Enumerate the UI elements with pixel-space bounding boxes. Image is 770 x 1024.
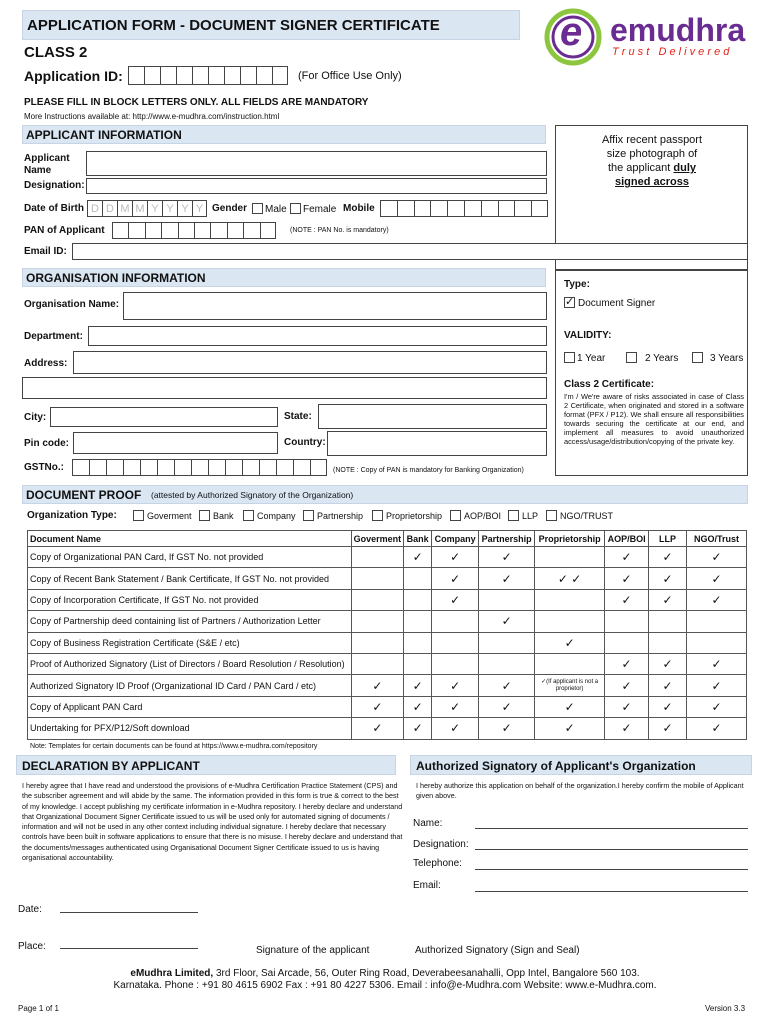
title-band <box>22 10 520 40</box>
col-document-name: Document Name <box>28 531 352 547</box>
page-number: Page 1 of 1 <box>18 1004 59 1013</box>
male-label: Male <box>265 204 287 215</box>
auth-designation-line[interactable] <box>475 849 748 850</box>
check-cell: ✓ <box>479 611 535 632</box>
check-cell <box>432 611 479 632</box>
auth-name-line[interactable] <box>475 828 748 829</box>
check-cell: ✓ <box>605 653 649 674</box>
validity-label: VALIDITY: <box>564 330 612 341</box>
check-cell: ✓ ✓ <box>535 568 605 589</box>
check-cell: ✓ <box>535 718 605 739</box>
proof-subheading: (attested by Authorized Signatory of the Organization) <box>151 490 354 500</box>
instructions-main: PLEASE FILL IN BLOCK LETTERS ONLY. ALL FIELDS ARE MANDATORY <box>24 97 369 108</box>
document-signer-label: Document Signer <box>578 298 656 309</box>
check-cell <box>351 632 404 653</box>
type-partnership-checkbox[interactable] <box>303 510 314 521</box>
class-label: CLASS 2 <box>24 44 88 61</box>
city-input[interactable] <box>50 407 278 427</box>
col-proprietorship: Proprietorship <box>535 531 605 547</box>
check-cell <box>605 611 649 632</box>
photo-duly: duly <box>673 162 697 174</box>
dob-cells[interactable]: D D M M Y Y Y Y <box>87 200 207 217</box>
check-cell: ✓ <box>686 718 746 739</box>
email-input[interactable] <box>72 243 748 260</box>
footer-contact: Karnataka. Phone : +91 80 4615 6902 Fax : +91 80 4227 5306. Email : info@e-Mudhra.com Website: www.e-Mudhra.com. <box>113 980 657 991</box>
type-proprietorship-label: Proprietorship <box>386 511 443 521</box>
mobile-cells[interactable] <box>380 200 548 217</box>
check-cell: ✓ <box>432 568 479 589</box>
name-label-line2: Name <box>24 165 52 176</box>
declaration-band <box>16 755 396 775</box>
photo-line2: size photograph of <box>606 148 698 160</box>
check-cell: ✓ <box>649 589 687 610</box>
validity-2yr-checkbox[interactable] <box>626 352 637 363</box>
class2-label: Class 2 Certificate: <box>564 379 655 390</box>
check-cell: ✓ <box>649 547 687 568</box>
type-company-label: Company <box>257 511 296 521</box>
table-row <box>28 632 747 653</box>
check-cell: ✓ <box>404 547 432 568</box>
check-cell: ✓ <box>605 675 649 696</box>
photo-line1: Affix recent passport <box>601 134 703 146</box>
check-cell: ✓ <box>686 568 746 589</box>
check-cell: ✓ <box>479 675 535 696</box>
authorized-text: I hereby authorize this application on behalf of the organization.I hereby confirm the mobile of Applicant given above. <box>416 781 744 801</box>
check-cell <box>404 632 432 653</box>
country-label: Country: <box>284 437 326 448</box>
col-llp: LLP <box>649 531 687 547</box>
authorized-sign-label: Authorized Signatory (Sign and Seal) <box>415 945 580 956</box>
check-cell: ✓ <box>404 675 432 696</box>
table-row <box>28 653 747 674</box>
form-title: APPLICATION FORM - DOCUMENT SIGNER CERTIFICATE <box>27 17 440 34</box>
check-cell: ✓ <box>649 675 687 696</box>
type-llp-checkbox[interactable] <box>508 510 519 521</box>
version: Version 3.3 <box>705 1004 746 1013</box>
type-goverment-label: Goverment <box>147 511 192 521</box>
type-partnership-label: Partnership <box>317 511 364 521</box>
organisation-heading: ORGANISATION INFORMATION <box>26 271 206 285</box>
check-cell <box>479 589 535 610</box>
check-cell <box>649 611 687 632</box>
photo-signed: signed across <box>615 176 689 188</box>
proof-heading: DOCUMENT PROOF <box>26 488 142 502</box>
type-goverment-checkbox[interactable] <box>133 510 144 521</box>
check-cell: ✓ <box>479 696 535 717</box>
auth-email-line[interactable] <box>475 891 748 892</box>
type-company-checkbox[interactable] <box>243 510 254 521</box>
check-cell: ✓ <box>686 589 746 610</box>
footer-company: eMudhra Limited, <box>130 968 214 979</box>
auth-telephone-line[interactable] <box>475 869 748 870</box>
check-cell: ✓ <box>686 696 746 717</box>
applicant-signature-label: Signature of the applicant <box>256 945 370 956</box>
check-cell: ✓ <box>351 675 404 696</box>
auth-designation-label: Designation: <box>413 839 469 850</box>
check-cell <box>535 611 605 632</box>
female-checkbox[interactable] <box>290 203 301 214</box>
check-cell <box>649 632 687 653</box>
designation-label: Designation: <box>24 180 85 191</box>
table-row <box>28 547 747 568</box>
col-goverment: Goverment <box>351 531 404 547</box>
check-cell: ✓ <box>432 589 479 610</box>
declaration-heading: DECLARATION BY APPLICANT <box>22 759 200 773</box>
document-proof-table <box>27 530 747 740</box>
check-cell <box>351 611 404 632</box>
document-name-cell: Copy of Partnership deed containing list of Partners / Authorization Letter <box>28 611 352 632</box>
table-header-row <box>28 531 747 547</box>
check-cell: ✓(If applicant is not a proprietor) <box>535 675 605 696</box>
designation-input[interactable] <box>86 178 547 194</box>
check-cell <box>686 632 746 653</box>
place-label: Place: <box>18 941 46 952</box>
type-bank-label: Bank <box>213 511 234 521</box>
date-line[interactable] <box>60 912 198 913</box>
validity-1yr-checkbox[interactable] <box>564 352 575 363</box>
country-input[interactable] <box>327 431 547 456</box>
name-label-line1: Applicant <box>24 153 70 164</box>
app-id-cells[interactable] <box>128 66 288 85</box>
document-name-cell: Copy of Organizational PAN Card, If GST No. not provided <box>28 547 352 568</box>
document-name-cell: Copy of Business Registration Certificate (S&E / etc) <box>28 632 352 653</box>
photo-instructions <box>572 133 732 189</box>
applicant-band <box>22 125 546 144</box>
app-id-colon: : <box>118 68 123 84</box>
check-cell: ✓ <box>686 653 746 674</box>
type-aopboi-checkbox[interactable] <box>450 510 461 521</box>
app-id-label <box>24 68 123 84</box>
validity-3yr-checkbox[interactable] <box>692 352 703 363</box>
check-cell: ✓ <box>649 696 687 717</box>
check-cell <box>605 632 649 653</box>
check-cell: ✓ <box>686 675 746 696</box>
type-bank-checkbox[interactable] <box>199 510 210 521</box>
pan-label: PAN of Applicant <box>24 225 105 236</box>
check-cell: ✓ <box>351 718 404 739</box>
check-cell <box>404 568 432 589</box>
org-name-label: Organisation Name: <box>24 299 120 310</box>
check-cell: ✓ <box>479 547 535 568</box>
table-row <box>28 675 747 696</box>
table-row <box>28 589 747 610</box>
org-type-label: Organization Type: <box>27 510 117 521</box>
applicant-heading: APPLICANT INFORMATION <box>26 128 182 142</box>
document-signer-checkbox[interactable]: ✓ <box>565 296 575 308</box>
type-aopboi-label: AOP/BOI <box>464 511 502 521</box>
instructions-link[interactable]: More Instructions available at: http://www.e-mudhra.com/instruction.html <box>24 112 280 121</box>
declaration-text: I hereby agree that I have read and understood the provisions of e-Mudhra Certification Practice Statement (CPS) and the subscriber agreement and will abide by the same. The information provided in this form is true & correct to the best of my knowledge. I accept publishing my certificate information in e-Mudhra repository. I hereby declare and understand that Organizational Document Signer Certificate issued to us will be used only for automated signing of documents / information and will not be used in any other context including individual signature. I hereby declare that necessary controls have been built in software applications to ensure that there is no misuse. I hereby declare and understand that the documents/messages authenticated using Organisational Document Signer Certificate issued to us is having organisational accountability. <box>22 781 403 863</box>
address-input-2[interactable] <box>22 377 547 399</box>
col-bank: Bank <box>404 531 432 547</box>
check-cell: ✓ <box>686 547 746 568</box>
pan-cells[interactable] <box>112 222 276 239</box>
check-cell: ✓ <box>535 632 605 653</box>
state-input[interactable] <box>318 404 547 429</box>
check-cell: ✓ <box>605 589 649 610</box>
mobile-label: Mobile <box>343 203 375 214</box>
photo-line3: the applicant <box>607 162 671 174</box>
check-cell <box>432 653 479 674</box>
class2-text: I'm / We're aware of risks associated in case of Class 2 Certificate, when originated and stored in a software format (PFX / P12). We shall ensure all responsibilities towards securing the certificate at our end, and implement all measures to avoid unauthorized access/usage/distribution/copying of the private key. <box>564 392 744 446</box>
check-cell <box>351 589 404 610</box>
type-ngo-checkbox[interactable] <box>546 510 557 521</box>
type-proprietorship-checkbox[interactable] <box>372 510 383 521</box>
check-cell: ✓ <box>649 653 687 674</box>
col-ngo: NGO/Trust <box>686 531 746 547</box>
address-input-1[interactable] <box>73 351 547 374</box>
check-cell <box>351 653 404 674</box>
table-row <box>28 718 747 739</box>
col-aopboi: AOP/BOI <box>605 531 649 547</box>
check-cell <box>479 653 535 674</box>
templates-note: Note: Templates for certain documents can be found at https://www.e-mudhra.com/repository <box>30 743 318 750</box>
check-cell <box>404 653 432 674</box>
check-cell <box>404 611 432 632</box>
org-name-input[interactable] <box>123 292 547 320</box>
auth-email-label: Email: <box>413 880 441 891</box>
logo-text: emudhra <box>610 12 746 48</box>
check-cell <box>535 547 605 568</box>
check-cell <box>535 653 605 674</box>
document-name-cell: Copy of Incorporation Certificate, If GST No. not provided <box>28 589 352 610</box>
male-checkbox[interactable] <box>252 203 263 214</box>
type-label: Type: <box>564 279 590 290</box>
check-cell: ✓ <box>404 696 432 717</box>
validity-3yr-label: 3 Years <box>710 353 744 364</box>
logo-tagline: T r u s t D e l i v e r e d <box>612 46 730 58</box>
female-label: Female <box>303 204 337 215</box>
table-row <box>28 611 747 632</box>
table-row <box>28 568 747 589</box>
pan-note: (NOTE : PAN No. is mandatory) <box>290 227 389 234</box>
col-company: Company <box>432 531 479 547</box>
check-cell: ✓ <box>605 568 649 589</box>
pin-label: Pin code: <box>24 438 70 449</box>
gst-cells[interactable] <box>72 459 327 476</box>
pin-input[interactable] <box>73 432 278 454</box>
document-name-cell: Copy of Applicant PAN Card <box>28 696 352 717</box>
auth-telephone-label: Telephone: <box>413 858 462 869</box>
check-cell: ✓ <box>351 696 404 717</box>
check-cell <box>686 611 746 632</box>
authorized-heading: Authorized Signatory of Applicant's Organization <box>416 759 696 773</box>
check-cell: ✓ <box>535 696 605 717</box>
footer-address <box>0 968 770 979</box>
auth-name-label: Name: <box>413 818 443 829</box>
validity-2yr-label: 2 Years <box>645 353 679 364</box>
proof-band <box>22 485 748 504</box>
check-cell: ✓ <box>479 568 535 589</box>
table-row <box>28 696 747 717</box>
type-ngo-label: NGO/TRUST <box>560 511 613 521</box>
check-cell: ✓ <box>649 568 687 589</box>
email-label: Email ID: <box>24 246 67 257</box>
office-use-note: (For Office Use Only) <box>298 70 402 82</box>
document-name-cell: Copy of Recent Bank Statement / Bank Certificate, If GST No. not provided <box>28 568 352 589</box>
department-input[interactable] <box>88 326 547 346</box>
check-cell: ✓ <box>605 547 649 568</box>
department-label: Department: <box>24 331 83 342</box>
check-cell <box>351 547 404 568</box>
address-label: Address: <box>24 358 68 369</box>
document-name-cell: Authorized Signatory ID Proof (Organizational ID Card / PAN Card / etc) <box>28 675 352 696</box>
check-cell <box>351 568 404 589</box>
document-name-cell: Proof of Authorized Signatory (List of Directors / Board Resolution / Resolution) <box>28 653 352 674</box>
check-cell <box>404 589 432 610</box>
check-cell <box>479 632 535 653</box>
validity-1yr-label: 1 Year <box>577 353 606 364</box>
check-cell: ✓ <box>432 675 479 696</box>
app-id-text: Application ID <box>24 68 119 84</box>
dob-label: Date of Birth <box>24 203 84 214</box>
check-cell: ✓ <box>479 718 535 739</box>
check-cell: ✓ <box>605 696 649 717</box>
place-line[interactable] <box>60 948 198 949</box>
check-cell: ✓ <box>432 696 479 717</box>
applicant-name-input[interactable] <box>86 151 547 176</box>
check-cell <box>432 632 479 653</box>
gst-label: GSTNo.: <box>24 462 64 473</box>
city-label: City: <box>24 412 47 423</box>
applicant-name-label <box>24 153 70 177</box>
state-label: State: <box>284 411 312 422</box>
footer-address-text: 3rd Floor, Sai Arcade, 56, Outer Ring Road, Deverabeesanahalli, Opp Intel, Bangalore 560 103. <box>213 968 640 979</box>
check-cell <box>535 589 605 610</box>
gst-note: (NOTE : Copy of PAN is mandatory for Banking Organization) <box>333 467 524 474</box>
authorized-band <box>410 755 752 775</box>
type-llp-label: LLP <box>522 511 539 521</box>
logo-letter: e <box>560 10 583 54</box>
check-cell: ✓ <box>432 718 479 739</box>
check-cell: ✓ <box>404 718 432 739</box>
organisation-band <box>22 268 546 287</box>
gender-label: Gender <box>212 203 248 214</box>
check-cell: ✓ <box>649 718 687 739</box>
check-cell: ✓ <box>605 718 649 739</box>
col-partnership: Partnership <box>479 531 535 547</box>
document-name-cell: Undertaking for PFX/P12/Soft download <box>28 718 352 739</box>
emudhra-logo <box>542 4 762 70</box>
date-label: Date: <box>18 904 42 915</box>
check-cell: ✓ <box>432 547 479 568</box>
